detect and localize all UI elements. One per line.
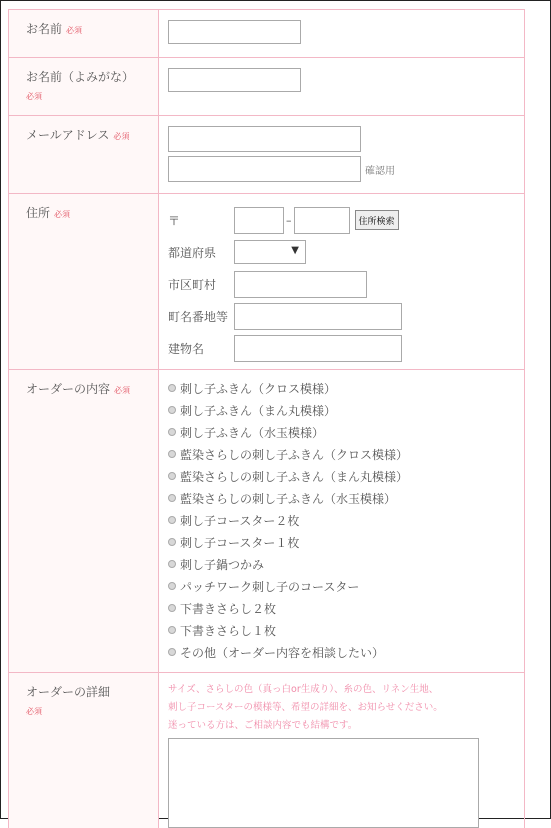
order-label: オーダーの内容: [26, 382, 111, 396]
town-input[interactable]: [234, 303, 402, 330]
order-option[interactable]: [168, 377, 524, 399]
row-order: [9, 369, 524, 672]
postal-mark: 〒: [168, 213, 181, 228]
label-cell: [9, 194, 159, 369]
zip-separator: –: [286, 213, 292, 227]
row-kana: [9, 57, 524, 115]
row-address: [9, 193, 524, 369]
prefecture-row: [168, 236, 524, 268]
row-details: [9, 672, 524, 828]
radio-button[interactable]: [168, 516, 176, 524]
radio-group: [159, 370, 524, 672]
order-option[interactable]: [168, 487, 524, 509]
option-label: 刺し子コースター１枚: [180, 535, 300, 550]
radio-button[interactable]: [168, 648, 176, 656]
order-option[interactable]: [168, 641, 524, 663]
confirm-label: 確認用: [365, 165, 395, 177]
kana-input[interactable]: [168, 68, 301, 92]
email-input[interactable]: [168, 126, 361, 152]
radio-button[interactable]: [168, 626, 176, 634]
input-cell: [159, 10, 524, 57]
option-label: その他（オーダー内容を相談したい）: [180, 645, 385, 660]
radio-button[interactable]: [168, 428, 176, 436]
city-input[interactable]: [234, 271, 367, 298]
label-cell: [9, 370, 159, 672]
required-badge: 必須: [66, 26, 83, 35]
building-input[interactable]: [234, 335, 402, 362]
prefecture-label: 都道府県: [168, 245, 217, 260]
option-label: 藍染さらしの刺し子ふきん（まん丸模様）: [180, 469, 409, 484]
option-label: 刺し子ふきん（水玉模様）: [180, 425, 325, 440]
kana-label: お名前（よみがな）: [26, 70, 135, 84]
zip-first-input[interactable]: [234, 207, 284, 234]
option-label: 刺し子コースター２枚: [180, 513, 300, 528]
order-option[interactable]: [168, 597, 524, 619]
input-cell: [159, 58, 524, 115]
row-name: [9, 9, 524, 57]
radio-button[interactable]: [168, 494, 176, 502]
label-cell: [9, 58, 159, 115]
details-label: オーダーの詳細: [26, 685, 111, 699]
zip-search-button[interactable]: 住所検索: [355, 210, 399, 230]
input-cell: [159, 116, 524, 193]
order-option[interactable]: [168, 443, 524, 465]
details-textarea[interactable]: [168, 738, 479, 828]
label-cell: [9, 673, 159, 828]
option-label: 下書きさらし１枚: [180, 623, 277, 638]
note-line: 迷っている方は、ご相談内容でも結構です。: [168, 720, 358, 731]
address-label: 住所: [26, 206, 51, 220]
name-label: お名前: [26, 22, 63, 36]
option-label: 刺し子ふきん（まん丸模様）: [180, 403, 337, 418]
required-badge: 必須: [113, 132, 130, 141]
order-option[interactable]: [168, 421, 524, 443]
zip-row: [168, 204, 524, 236]
radio-button[interactable]: [168, 450, 176, 458]
radio-button[interactable]: [168, 384, 176, 392]
name-input[interactable]: [168, 20, 301, 44]
input-cell: [159, 194, 524, 369]
city-label: 市区町村: [168, 277, 217, 292]
contact-form: [8, 9, 525, 828]
radio-button[interactable]: [168, 406, 176, 414]
note-line: 刺し子コースターの模様等、希望の詳細を、お知らせください。: [168, 702, 443, 713]
town-row: [168, 300, 524, 332]
prefecture-select[interactable]: [234, 240, 306, 264]
required-badge: 必須: [54, 210, 71, 219]
order-option[interactable]: [168, 399, 524, 421]
town-label: 町名番地等: [168, 309, 229, 324]
option-label: 藍染さらしの刺し子ふきん（クロス模様）: [180, 447, 409, 462]
email-confirm-input[interactable]: [168, 156, 361, 182]
required-badge: 必須: [26, 92, 42, 101]
radio-button[interactable]: [168, 582, 176, 590]
building-label: 建物名: [168, 341, 205, 356]
option-label: パッチワーク刺し子のコースター: [180, 579, 360, 594]
option-label: 下書きさらし２枚: [180, 601, 277, 616]
order-option[interactable]: [168, 465, 524, 487]
details-note: [168, 681, 524, 735]
input-cell: [159, 673, 524, 828]
radio-button[interactable]: [168, 560, 176, 568]
order-option[interactable]: [168, 575, 524, 597]
chevron-down-icon: ▼: [291, 245, 299, 256]
order-option[interactable]: [168, 531, 524, 553]
option-label: 藍染さらしの刺し子ふきん（水玉模様）: [180, 491, 397, 506]
radio-button[interactable]: [168, 538, 176, 546]
label-cell: [9, 10, 159, 57]
note-line: サイズ、さらしの色（真っ白or生成り）、糸の色、リネン生地、: [168, 684, 439, 695]
radio-button[interactable]: [168, 472, 176, 480]
row-email: [9, 115, 524, 193]
order-option[interactable]: [168, 509, 524, 531]
zip-second-input[interactable]: [294, 207, 350, 234]
radio-button[interactable]: [168, 604, 176, 612]
order-option[interactable]: [168, 619, 524, 641]
city-row: [168, 268, 524, 300]
label-cell: [9, 116, 159, 193]
option-label: 刺し子ふきん（クロス模様）: [180, 381, 337, 396]
option-label: 刺し子鍋つかみ: [180, 557, 265, 572]
building-row: [168, 332, 524, 364]
required-badge: 必須: [26, 707, 42, 716]
email-label: メールアドレス: [26, 128, 110, 142]
order-option[interactable]: [168, 553, 524, 575]
required-badge: 必須: [114, 386, 131, 395]
